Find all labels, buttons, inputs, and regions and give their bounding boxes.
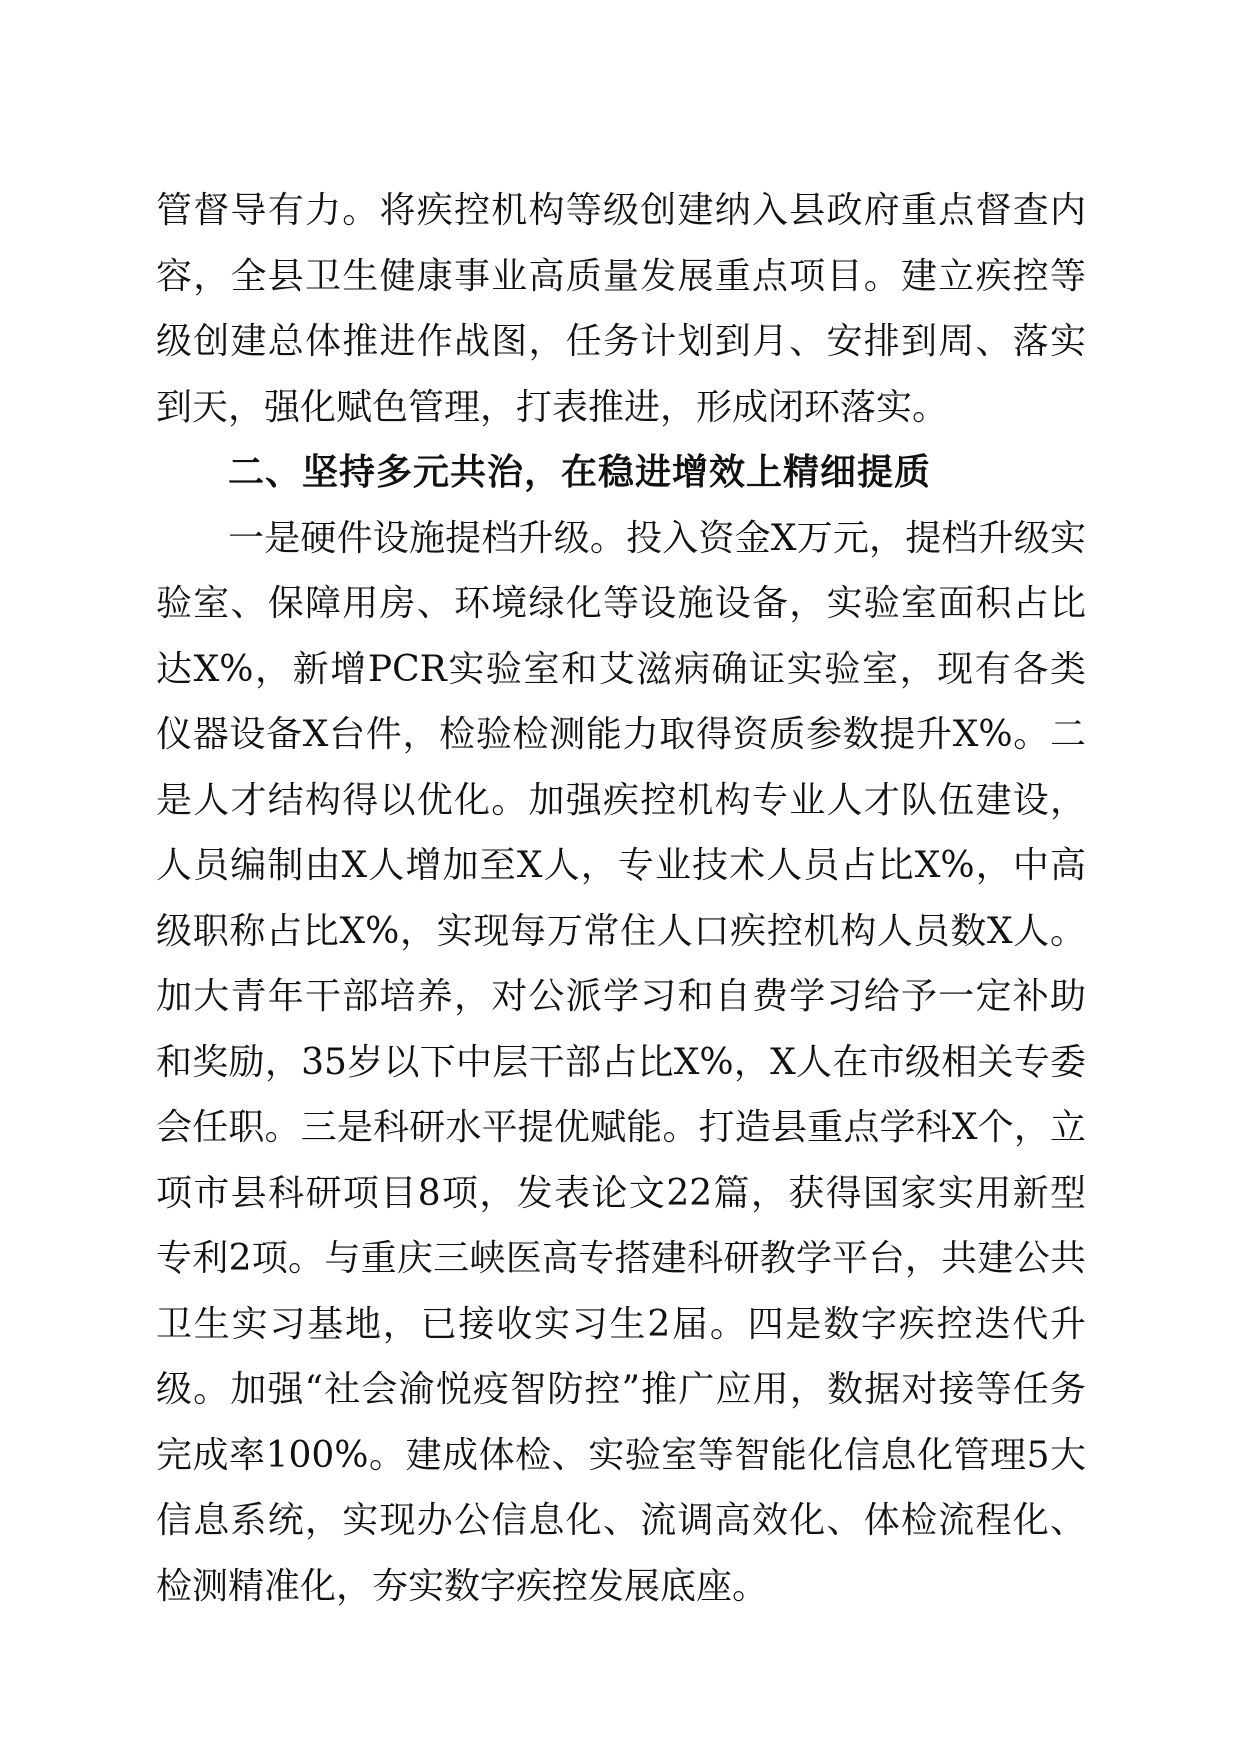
continuation-paragraph: 管督导有力。将疾控机构等级创建纳入县政府重点督查内容，全县卫生健康事业高质量发展重点项目。建立疾控等级创建总体推进作战图，任务计划到月、安排到周、落实到天，强化赋色管理，打表推进，形成闭环落实。: [156, 190, 1086, 428]
section-heading: 二、坚持多元共治，在稳进增效上精细提质: [228, 452, 932, 493]
document-body: [156, 178, 1086, 1619]
body-paragraph: 一是硬件设施提档升级。投入资金X万元，提档升级实验室、保障用房、环境绿化等设施设备，实验室面积占比达X%，新增PCR实验室和艾滋病确证实验室，现有各类仪器设备X台件，检验检测能力取得资质参数提升X%。二是人才结构得以优化。加强疾控机构专业人才队伍建设，人员编制由X人增加至X人，专业技术人员占比X%，中高级职称占比X%，实现每万常住人口疾控机构人员数X人。加大青年干部培养，对公派学习和自费学习给予一定补助和奖励，35岁以下中层干部占比X%，X人在市级相关专委会任职。三是科研水平提优赋能。打造县重点学科X个，立项市县科研项目8项，发表论文22篇，获得国家实用新型专利2项。与重庆三峡医高专搭建科研教学平台，共建公共卫生实习基地，已接收实习生2届。四是数字疾控迭代升级。加强“社会渝悦疫智防控”推广应用，数据对接等任务完成率100%。建成体检、实验室等智能化信息化管理5大信息系统，实现办公信息化、流调高效化、体检流程化、检测精准化，夯实数字疾控发展底座。: [156, 517, 1086, 1607]
